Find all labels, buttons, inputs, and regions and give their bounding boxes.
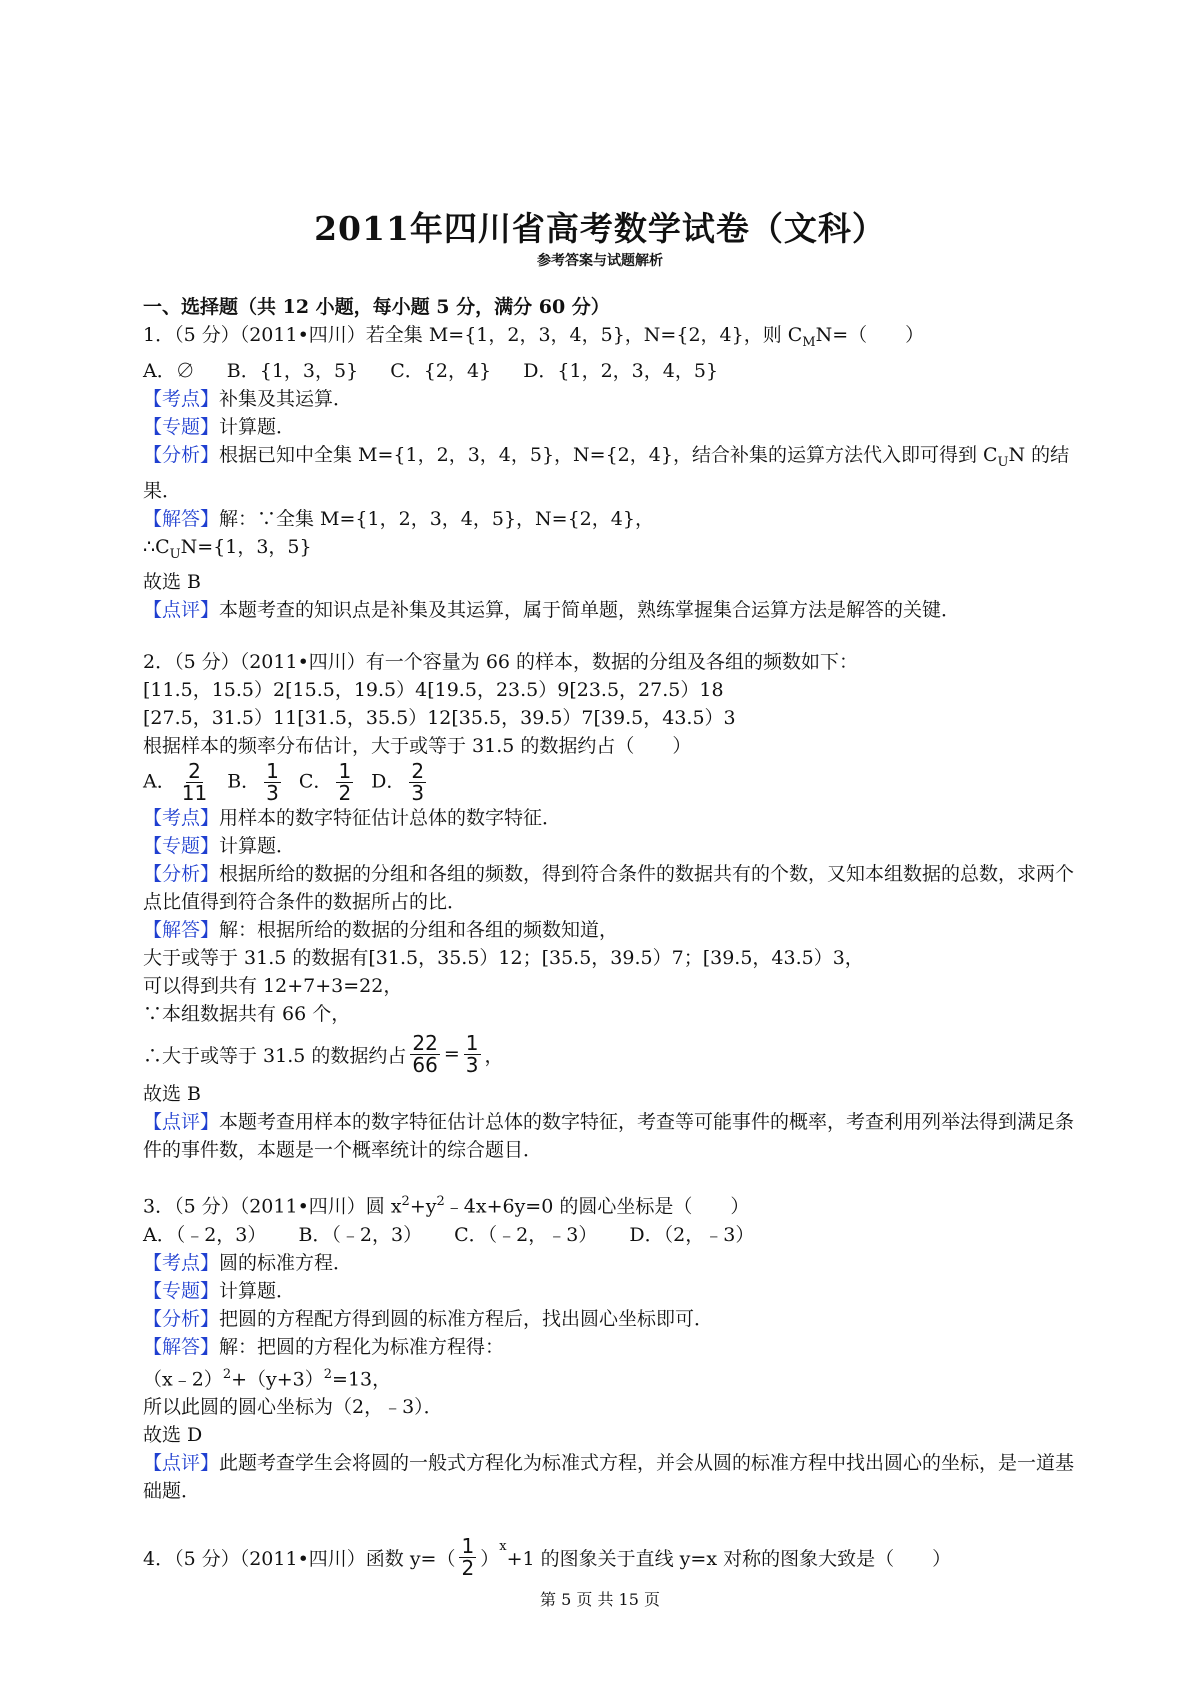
q1-kaodian: 【考点】补集及其运算． — [143, 387, 353, 410]
q2-data-row-1: [11.5，15.5）2[15.5，19.5）4[19.5，23.5）9[23.5，27.5）18 — [143, 679, 724, 702]
q1-fenxi: 【分析】根据已知中全集 M={1，2，3，4，5}，N={2，4}，结合补集的运算方法代入即可得到 $C_UN$ 的结果． — [143, 443, 1070, 502]
q3-jieda: 【解答】解：把圆的方程化为标准方程得： — [143, 1335, 505, 1358]
q2-solution-4: ∴大于或等于 31.5 的数据约占 $\frac{22}{66}$ = $\frac{1}{3}$ ， — [143, 1030, 504, 1077]
q3-fenxi: 【分析】把圆的方程配方得到圆的标准方程后，找出圆心坐标即可． — [143, 1307, 714, 1330]
section-title: 一、选择题（共 12 小题，每小题 5 分，满分 60 分） — [143, 296, 610, 318]
q1-stem: 1．（5 分）（2011•四川）若全集 M={1，2，3，4，5}，N={2，4}，则 $C_MN=$（ ） — [143, 324, 925, 350]
q2-option-c: C． $\frac{1}{2}$ — [298, 758, 352, 805]
q2-fenxi: 【分析】根据所给的数据的分组和各组的频数，得到符合条件的数据共有的个数，又知本组数据的总数，求两个点比值得到符合条件的数据所占的比． — [143, 863, 1075, 914]
q1-dianping: 【点评】本题考查的知识点是补集及其运算，属于简单题，熟练掌握集合运算方法是解答的关键． — [143, 599, 961, 622]
q2-stem: 2．（5 分）（2011•四川）有一个容量为 66 的样本，数据的分组及各组的频数如下： — [143, 651, 859, 674]
q3-choose: 故选 D — [143, 1424, 203, 1447]
q2-solution-1: 大于或等于 31.5 的数据有[31.5，35.5）12；[35.5，39.5）7；[39.5，43.5）3， — [143, 947, 864, 970]
page-subtitle: 参考答案与试题解析 — [537, 253, 663, 269]
page-title: 2011年四川省高考数学试卷（文科） — [314, 209, 886, 248]
q3-solution: 所以此圆的圆心坐标为（2，﹣3）． — [143, 1396, 443, 1419]
q2-option-d: D． $\frac{2}{3}$ — [371, 758, 425, 805]
q3-option-b: B．（﹣2，3） — [298, 1223, 423, 1246]
q2-option-b: B． $\frac{1}{3}$ — [227, 758, 279, 805]
q2-solution-2: 可以得到共有 12+7+3=22， — [143, 975, 403, 998]
q2-data-row-2: [27.5，31.5）11[31.5，35.5）12[35.5，39.5）7[39.5，43.5）3 — [143, 707, 736, 730]
question-4 — [143, 1529, 1093, 1585]
q2-zhuanti: 【专题】计算题． — [143, 835, 296, 858]
document-body — [143, 293, 1093, 1585]
q4-stem: 4．（5 分）（2011•四川）函数 y=（ $\frac{1}{2}$ ） $^x$ +1 的图象关于直线 y=x 对称的图象大致是（ ） — [143, 1533, 952, 1580]
q3-equation: $(x﹣2)^2+(y+3)^2=13$， — [143, 1366, 392, 1391]
page-footer: 第 5 页 共 15 页 — [540, 1590, 660, 1609]
q3-zhuanti: 【专题】计算题． — [143, 1279, 296, 1302]
q1-option-d: D．{1，2，3，4，5} — [523, 359, 719, 382]
q2-options — [143, 760, 1093, 804]
q3-option-c: C．（﹣2，﹣3） — [454, 1223, 598, 1246]
question-2 — [143, 648, 1093, 1164]
q1-options — [143, 357, 1093, 385]
q3-kaodian: 【考点】圆的标准方程． — [143, 1251, 353, 1274]
q2-fraction-22-66: $\frac{22}{66}$ — [412, 1030, 438, 1077]
q1-choose: 故选 B — [143, 571, 202, 594]
q2-jieda: 【解答】解：根据所给的数据的分组和各组的频数知道， — [143, 919, 619, 942]
q2-question: 根据样本的频率分布估计，大于或等于 31.5 的数据约占（ ） — [143, 735, 692, 758]
q1-option-a: A．∅ — [143, 359, 195, 382]
q3-option-a: A．（﹣2，3） — [143, 1223, 267, 1246]
q2-option-a: A． $\frac{2}{11}$ — [143, 758, 208, 805]
q1-solution: $\therefore C_UN=\{1$，3，5} — [143, 535, 312, 562]
q1-option-b: B．{1，3，5} — [226, 359, 359, 382]
question-1 — [143, 321, 1093, 624]
q2-solution-3: ∵本组数据共有 66 个， — [143, 1003, 351, 1026]
q3-stem: 3．（5 分）（2011•四川）圆 $x^2+y^2﹣4x+6y=0$ 的圆心坐标是（ ） — [143, 1194, 750, 1218]
q3-dianping: 【点评】此题考查学生会将圆的一般式方程化为标准式方程，并会从圆的标准方程中找出圆心的坐标，是一道基础题． — [143, 1452, 1075, 1503]
q3-options — [143, 1221, 1093, 1249]
q2-fraction-1-3: $\frac{1}{3}$ — [465, 1030, 479, 1077]
q4-fraction-1-2: $\frac{1}{2}$ — [461, 1533, 475, 1580]
q1-zhuanti: 【专题】计算题． — [143, 415, 296, 438]
q3-option-d: D．（2，﹣3） — [629, 1223, 755, 1246]
q1-jieda: 【解答】解：∵全集 M={1，2，3，4，5}，N={2，4}， — [143, 507, 654, 530]
q1-option-c: C．{2，4} — [390, 359, 492, 382]
q2-choose: 故选 B — [143, 1083, 202, 1106]
question-3 — [143, 1188, 1093, 1505]
q2-kaodian: 【考点】用样本的数字特征估计总体的数字特征． — [143, 807, 562, 830]
q2-dianping: 【点评】本题考查用样本的数字特征估计总体的数字特征，考查等可能事件的概率，考查利用列举法得到满足条件的事件数，本题是一个概率统计的综合题目． — [143, 1111, 1075, 1162]
